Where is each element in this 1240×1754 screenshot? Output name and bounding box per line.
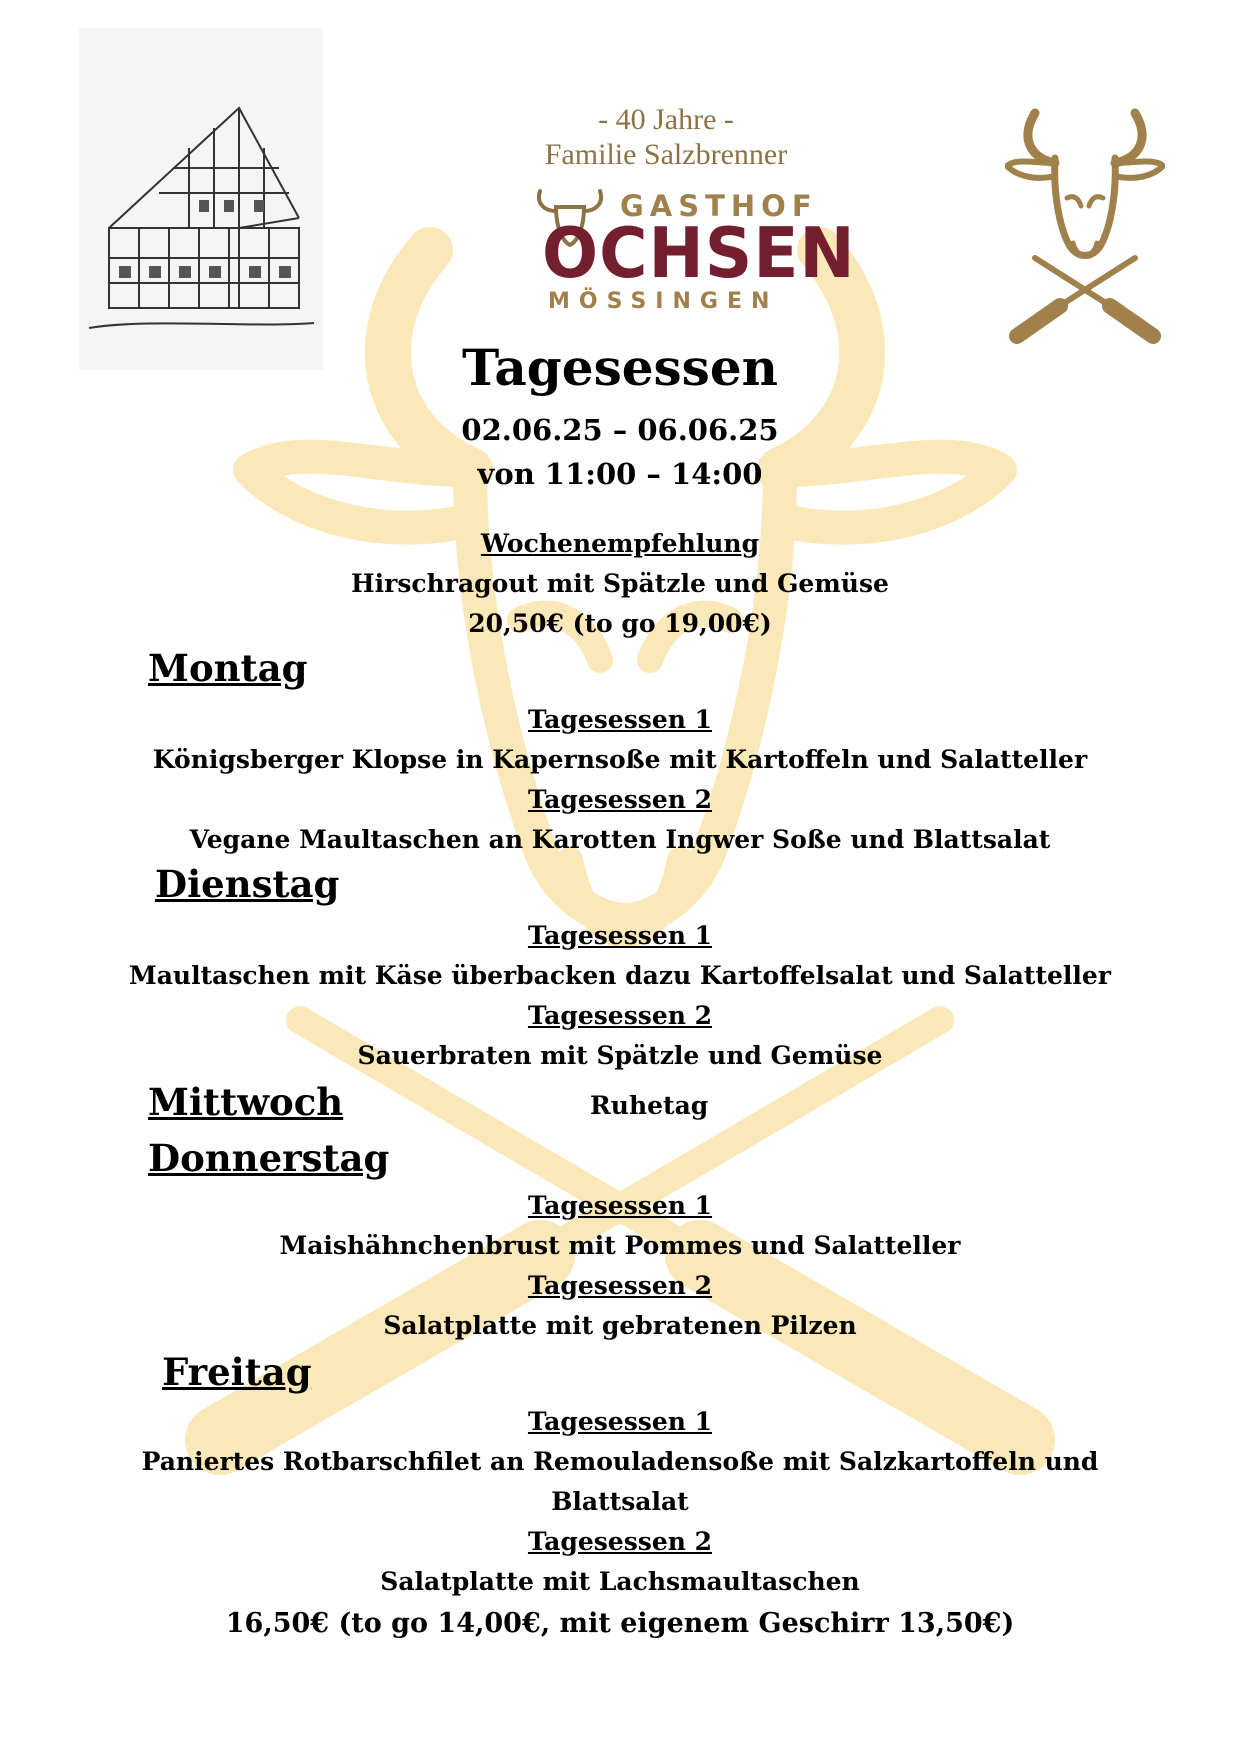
date-range: 02.06.25 – 06.06.25 (461, 413, 779, 447)
menu1-dish: Maultaschen mit Käse überbacken dazu Kartoffelsalat und Salatteller (129, 961, 1111, 990)
mittwoch-note: Ruhetag (590, 1091, 709, 1120)
menu1-heading: Tagesessen 1 (527, 921, 713, 950)
menu2-heading: Tagesessen 2 (527, 1527, 713, 1556)
menu2-dish: Salatplatte mit Lachsmaultaschen (380, 1567, 860, 1596)
bull-head-crossed-knives-icon (1005, 108, 1165, 348)
menu2-heading: Tagesessen 2 (527, 1271, 713, 1300)
date-block (0, 408, 1240, 496)
menu-donnerstag (0, 1186, 1240, 1346)
day-heading-dienstag: Dienstag (155, 862, 340, 906)
menu1-dish-line2: Blattsalat (551, 1487, 689, 1516)
menu1-heading: Tagesessen 1 (527, 1407, 713, 1436)
menu2-heading: Tagesessen 2 (527, 785, 713, 814)
menu2-dish: Vegane Maultaschen an Karotten Ingwer Soße und Blattsalat (189, 825, 1051, 854)
opening-hours: von 11:00 – 14:00 (477, 457, 763, 491)
menu2-heading: Tagesessen 2 (527, 1001, 713, 1030)
menu1-heading: Tagesessen 1 (527, 705, 713, 734)
day-heading-montag: Montag (148, 646, 308, 690)
ochsen-logo (528, 103, 856, 321)
weekly-recommendation (0, 524, 1240, 644)
logo-name: OCHSEN (542, 213, 856, 294)
logo-jubilee: - 40 Jahre - (598, 103, 734, 136)
menu-dienstag (0, 916, 1240, 1076)
menu1-heading: Tagesessen 1 (527, 1191, 713, 1220)
menu1-dish: Königsberger Klopse in Kapernsoße mit Kartoffeln und Salatteller (152, 745, 1088, 774)
menu1-dish: Maishähnchenbrust mit Pommes und Salatteller (279, 1231, 961, 1260)
day-heading-mittwoch: Mittwoch (148, 1080, 344, 1124)
day-heading-donnerstag: Donnerstag (148, 1136, 390, 1180)
logo-family: Familie Salzbrenner (544, 138, 788, 171)
page-title: Tagesessen (461, 338, 778, 397)
menu2-dish: Salatplatte mit gebratenen Pilzen (383, 1311, 857, 1340)
menu-freitag (0, 1402, 1240, 1602)
menu1-dish-line1: Paniertes Rotbarschfilet an Remouladensoße mit Salzkartoffeln und (141, 1447, 1099, 1476)
day-heading-freitag: Freitag (162, 1350, 312, 1394)
logo-town: MÖSSINGEN (548, 289, 779, 314)
daily-price: 16,50€ (to go 14,00€, mit eigenem Geschirr 13,50€) (225, 1608, 1015, 1639)
logo-gasthof: GASTHOF (620, 189, 818, 223)
menu2-dish: Sauerbraten mit Spätzle und Gemüse (357, 1041, 883, 1070)
menu-montag (0, 700, 1240, 860)
weekly-heading: Wochenempfehlung (480, 529, 760, 558)
half-timbered-house-sketch-icon (79, 28, 323, 370)
weekly-dish: Hirschragout mit Spätzle und Gemüse (351, 569, 889, 598)
daily-menu-price (0, 1604, 1240, 1644)
weekly-price: 20,50€ (to go 19,00€) (468, 609, 772, 638)
